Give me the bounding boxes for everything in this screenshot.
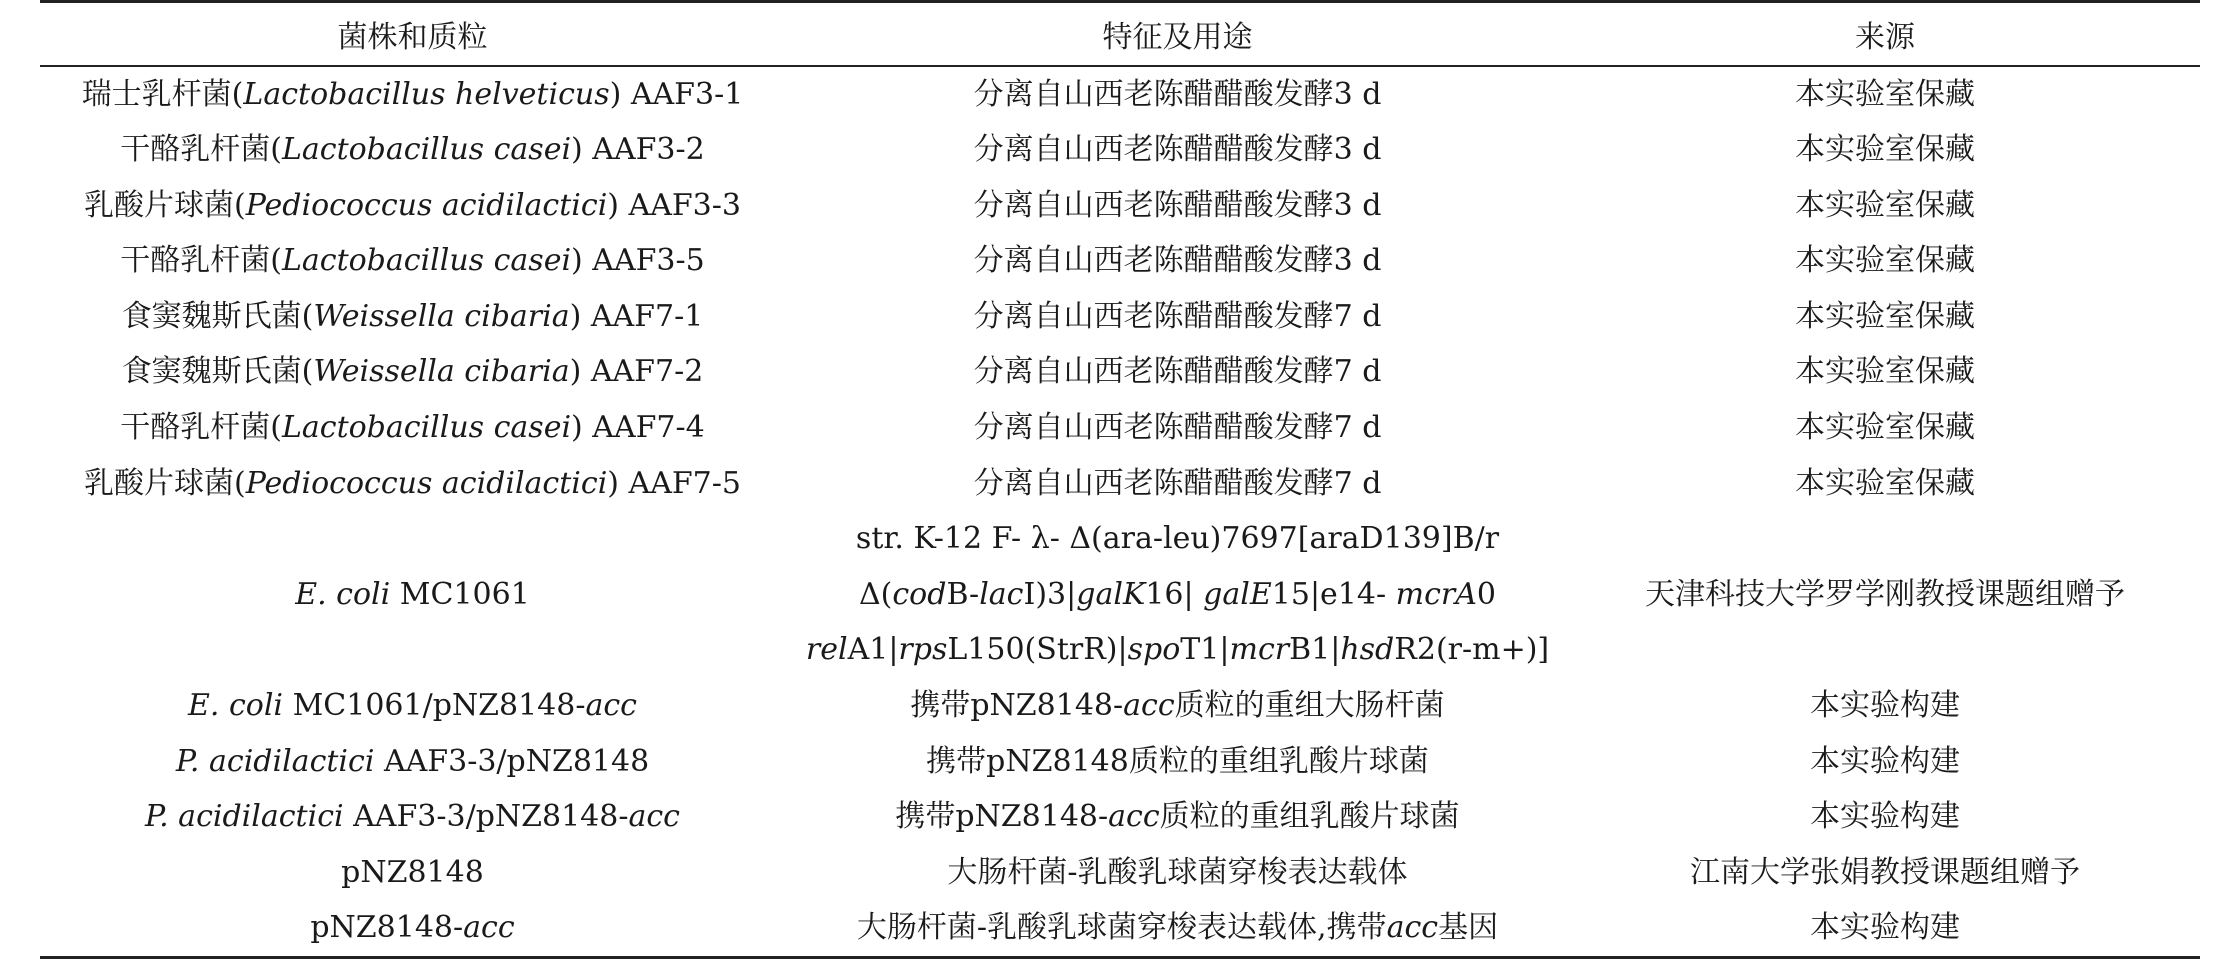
cell-feature: 分离自山西老陈醋醋酸发酵7 d	[973, 354, 1382, 390]
cell-feature: 分离自山西老陈醋醋酸发酵3 d	[973, 132, 1382, 168]
text-segment: pNZ8148-	[310, 910, 464, 946]
italic-text-segment: acc	[628, 799, 680, 835]
cell-source: 本实验构建	[1810, 688, 1960, 724]
cell-source: 本实验构建	[1810, 799, 1960, 835]
cell-source: 本实验室保藏	[1795, 465, 1975, 501]
cell-feature: 分离自山西老陈醋醋酸发酵7 d	[973, 465, 1382, 501]
text-segment: 16|	[1145, 576, 1204, 612]
cell-feature: 分离自山西老陈醋醋酸发酵7 d	[973, 298, 1382, 334]
cell-source: 本实验室保藏	[1795, 76, 1975, 112]
text-segment: B1|	[1289, 632, 1341, 668]
cell-feature: 分离自山西老陈醋醋酸发酵7 d	[973, 410, 1382, 446]
table-row	[40, 122, 2200, 178]
italic-text-segment: lac	[979, 576, 1024, 612]
cell-feature	[785, 734, 1570, 790]
cell-strain: 食窦魏斯氏菌(Weissella cibaria) AAF7-2	[121, 354, 704, 390]
italic-text-segment: hsd	[1340, 632, 1395, 668]
italic-text-segment: acc	[585, 688, 637, 724]
italic-text-segment: mcr	[1229, 632, 1290, 668]
italic-text-segment: cod	[892, 576, 947, 612]
table-body	[40, 66, 2200, 958]
text-segment: MC1061/pNZ8148-	[283, 688, 586, 724]
table-row	[40, 400, 2200, 456]
cell-strain: 干酪乳杆菌(Lactobacillus casei) AAF3-5	[120, 243, 705, 279]
cell-strain	[40, 845, 785, 901]
cell-source: 江南大学张娟教授课题组赠予	[1690, 854, 2080, 890]
text-segment: 携带pNZ8148质粒的重组乳酸片球菌	[926, 743, 1429, 779]
genotype-line-2	[785, 567, 1570, 623]
italic-text-segment: acc	[1123, 688, 1175, 724]
cell-feature: 分离自山西老陈醋醋酸发酵3 d	[973, 187, 1382, 223]
cell-source: 本实验构建	[1570, 900, 2200, 957]
text-segment: 大肠杆菌-乳酸乳球菌穿梭表达载体,携带	[856, 910, 1387, 946]
cell-feature	[785, 789, 1570, 845]
text-segment: AAF3-3/pNZ8148	[374, 743, 650, 779]
italic-text-segment: mcrA	[1395, 576, 1477, 612]
italic-text-segment: E. coli	[188, 688, 284, 724]
cell-strain	[40, 678, 785, 734]
text-segment: 大肠杆菌-乳酸乳球菌穿梭表达载体	[947, 854, 1408, 890]
italic-text-segment: galK	[1076, 576, 1146, 612]
italic-text-segment: galE	[1203, 576, 1272, 612]
table-row	[40, 734, 2200, 790]
cell-source: 天津科技大学罗学刚教授课题组赠予	[1645, 576, 2125, 612]
table-row	[40, 456, 2200, 512]
cell-feature: 分离自山西老陈醋醋酸发酵3 d	[973, 243, 1382, 279]
text-segment: 质粒的重组乳酸片球菌	[1159, 799, 1460, 835]
cell-source: 本实验构建	[1810, 743, 1960, 779]
header-source: 来源	[1570, 2, 2200, 66]
italic-text-segment: P. acidilactici	[175, 743, 375, 779]
table-row	[40, 845, 2200, 901]
cell-strain: 乳酸片球菌(Pediococcus acidilactici) AAF7-5	[83, 465, 741, 501]
cell-strain: 干酪乳杆菌(Lactobacillus casei) AAF7-4	[120, 410, 705, 446]
italic-text-segment: acc	[1386, 910, 1439, 946]
text-segment: 0	[1476, 576, 1497, 612]
italic-text-segment: rps	[898, 632, 948, 668]
text-segment: AAF3-3/pNZ8148-	[343, 799, 629, 835]
cell-source: 本实验室保藏	[1795, 410, 1975, 446]
table-row	[40, 66, 2200, 123]
table-row	[40, 678, 2200, 734]
text-segment: L150(StrR)|	[947, 632, 1128, 668]
table-row	[40, 289, 2200, 345]
cell-strain	[40, 789, 785, 845]
italic-text-segment: rel	[805, 632, 848, 668]
text-segment: R2(r-m+)]	[1394, 632, 1550, 668]
cell-strain: E. coli MC1061	[295, 576, 530, 612]
text-segment: A1|	[847, 632, 899, 668]
genotype-line-3	[785, 622, 1570, 678]
table-row	[40, 900, 2200, 957]
text-segment: 携带pNZ8148-	[895, 799, 1109, 835]
italic-text-segment: P. acidilactici	[145, 799, 344, 835]
text-segment: T1|	[1180, 632, 1230, 668]
cell-strain: 瑞士乳杆菌(Lactobacillus helveticus) AAF3-1	[81, 76, 744, 112]
header-feature: 特征及用途	[785, 2, 1570, 66]
table-row	[40, 178, 2200, 234]
genotype-line-1: str. K-12 F- λ- Δ(ara-leu)7697[araD139]B/r	[855, 521, 1500, 557]
header-strain: 菌株和质粒	[40, 2, 785, 66]
cell-strain	[40, 900, 785, 957]
cell-feature: 分离自山西老陈醋醋酸发酵3 d	[973, 76, 1382, 112]
cell-strain	[40, 734, 785, 790]
text-segment: I)3|	[1023, 576, 1077, 612]
cell-strain: 乳酸片球菌(Pediococcus acidilactici) AAF3-3	[83, 187, 741, 223]
italic-text-segment: spo	[1127, 632, 1181, 668]
cell-feature	[785, 900, 1570, 957]
cell-source: 本实验室保藏	[1795, 354, 1975, 390]
strain-plasmid-table-container	[40, 0, 2200, 959]
cell-strain: 干酪乳杆菌(Lactobacillus casei) AAF3-2	[120, 132, 705, 168]
table-row	[40, 233, 2200, 289]
cell-feature	[785, 845, 1570, 901]
italic-text-segment: acc	[463, 910, 515, 946]
cell-strain: 食窦魏斯氏菌(Weissella cibaria) AAF7-1	[121, 298, 704, 334]
cell-source: 本实验室保藏	[1795, 298, 1975, 334]
text-segment: B-	[946, 576, 980, 612]
strain-plasmid-table	[40, 0, 2200, 959]
table-header-row	[40, 2, 2200, 66]
text-segment: 基因	[1438, 910, 1499, 946]
table-row	[40, 344, 2200, 400]
text-segment: 质粒的重组大肠杆菌	[1174, 688, 1445, 724]
cell-feature-genotype	[785, 511, 1570, 678]
cell-source: 本实验室保藏	[1795, 187, 1975, 223]
cell-source: 本实验室保藏	[1795, 243, 1975, 279]
text-segment: pNZ8148	[341, 854, 484, 890]
table-row	[40, 789, 2200, 845]
text-segment: Δ(	[858, 576, 893, 612]
text-segment: 携带pNZ8148-	[910, 688, 1124, 724]
table-row-ecoli	[40, 511, 2200, 678]
text-segment: 15|e14-	[1271, 576, 1396, 612]
cell-feature	[785, 678, 1570, 734]
cell-source: 本实验室保藏	[1795, 132, 1975, 168]
italic-text-segment: acc	[1108, 799, 1160, 835]
